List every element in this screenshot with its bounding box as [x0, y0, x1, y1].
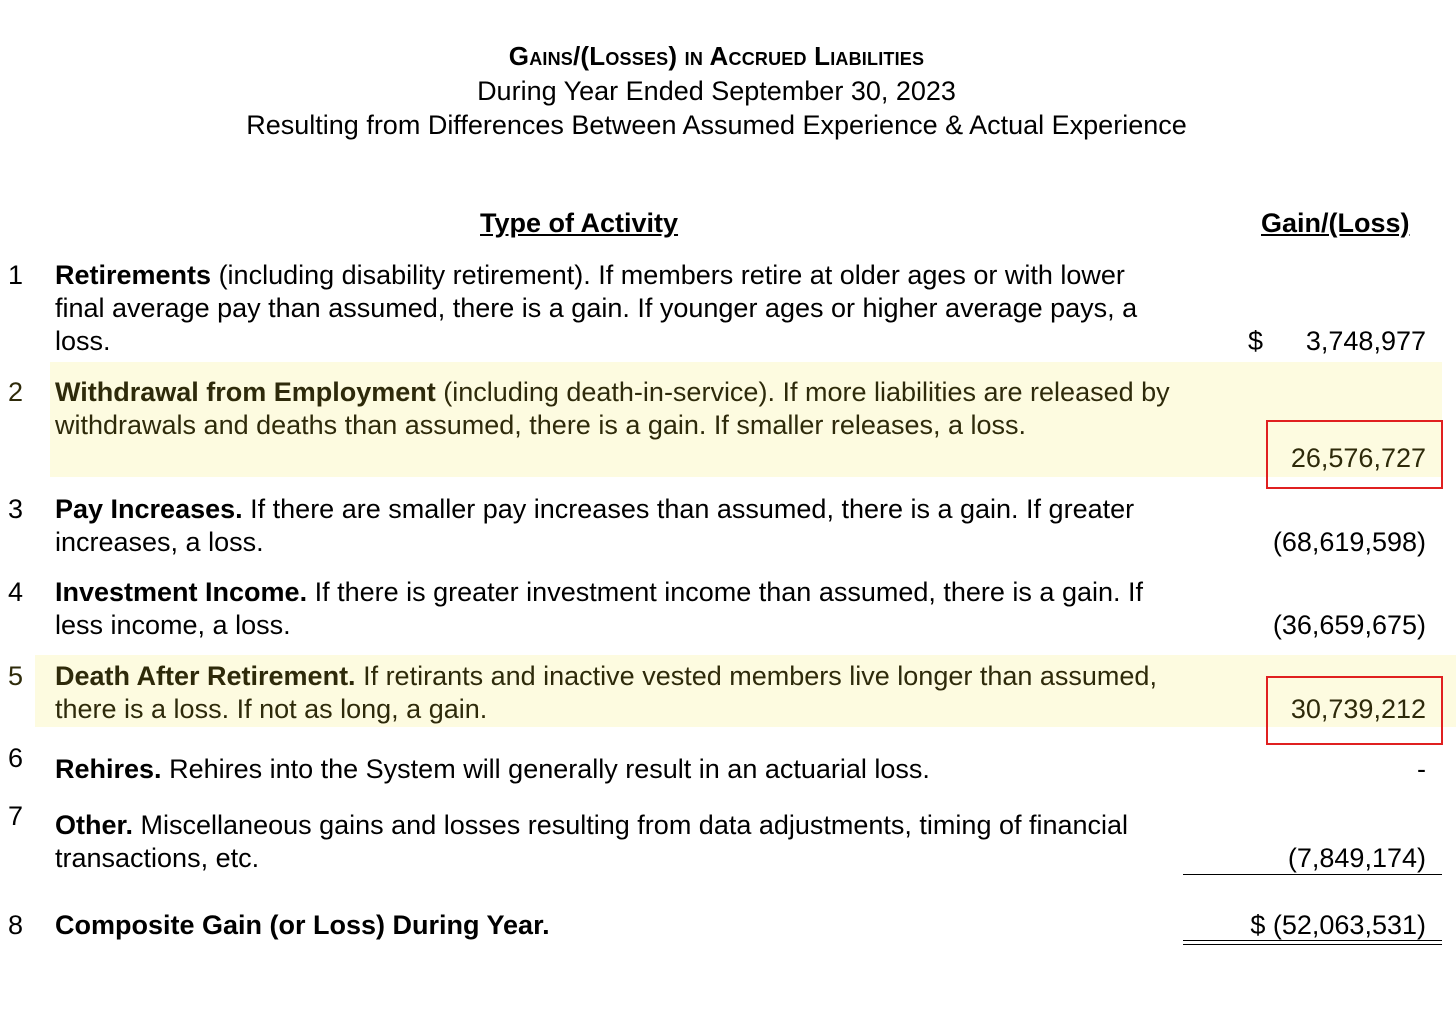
row-amount: - [1417, 754, 1426, 784]
row-text: Miscellaneous gains and losses resulting from data adjustments, timing of financial transactions, etc. [55, 810, 1129, 873]
row-text: If there are smaller pay increases than assumed, there is a gain. If greater increases, a loss. [55, 494, 1135, 557]
row-amount: (36,659,675) [1272, 610, 1426, 640]
dollar-sign: $ [1248, 326, 1264, 356]
row-description [55, 259, 1175, 358]
header [0, 38, 1433, 142]
row-description [55, 493, 1175, 559]
row-number: 3 [8, 494, 24, 524]
row-number: 1 [8, 260, 24, 290]
row-heading: Rehires. [55, 754, 162, 784]
row-description [55, 376, 1175, 442]
row-description [55, 576, 1175, 642]
row-heading: Withdrawal from Employment [55, 377, 436, 407]
row-number: 7 [8, 801, 24, 831]
row-heading: Investment Income. [55, 577, 308, 607]
row-description [55, 909, 1175, 942]
highlight-box [1266, 420, 1443, 489]
row-number: 2 [8, 377, 24, 407]
row-heading: Retirements [55, 260, 212, 290]
highlight-box [1266, 676, 1443, 745]
row-text: Rehires into the System will generally result in an actuarial loss. [161, 754, 930, 784]
row-heading: Composite Gain (or Loss) During Year. [55, 910, 550, 940]
row-amount: (7,849,174) [1287, 843, 1426, 873]
row-heading: Other. [55, 810, 134, 840]
row-qualifier: (including death-in-service). [435, 377, 775, 407]
row-qualifier: (including disability retirement). [211, 260, 591, 290]
row-amount: 26,576,727 [1290, 443, 1426, 473]
column-header-activity: Type of Activity [480, 208, 679, 238]
row-number: 6 [8, 743, 24, 773]
row-number: 4 [8, 577, 24, 607]
row-text: If retirants and inactive vested members live longer than assumed, there is a loss. If not as long, a gain. [55, 661, 1157, 724]
subtitle-description: Resulting from Differences Between Assumed Experience & Actual Experience [246, 110, 1187, 140]
row-description [55, 753, 1175, 786]
column-header-gain: Gain/(Loss) [1261, 208, 1410, 238]
page-title: Gains/(Losses) in Accrued Liabilities [508, 41, 925, 71]
row-description [55, 660, 1175, 726]
row-number: 5 [8, 661, 24, 691]
row-amount: 3,748,977 [1305, 326, 1426, 356]
total-double-rule [1183, 940, 1442, 945]
row-description [55, 809, 1175, 875]
subtotal-rule [1183, 874, 1442, 875]
row-amount: (68,619,598) [1272, 527, 1426, 557]
row-number: 8 [8, 910, 24, 940]
row-amount: $ (52,063,531) [1250, 910, 1426, 940]
row-heading: Death After Retirement. [55, 661, 356, 691]
row-text: If members retire at older ages or with lower final average pay than assumed, there is a gain. If younger ages or higher average pays, a loss. [55, 260, 1138, 356]
subtitle-period: During Year Ended September 30, 2023 [477, 76, 956, 106]
row-text: If there is greater investment income than assumed, there is a gain. If less income, a loss. [55, 577, 1143, 640]
row-heading: Pay Increases. [55, 494, 243, 524]
row-text: If more liabilities are released by withdrawals and deaths than assumed, there is a gain. If smaller releases, a loss. [55, 377, 1170, 440]
row-amount: 30,739,212 [1290, 694, 1426, 724]
